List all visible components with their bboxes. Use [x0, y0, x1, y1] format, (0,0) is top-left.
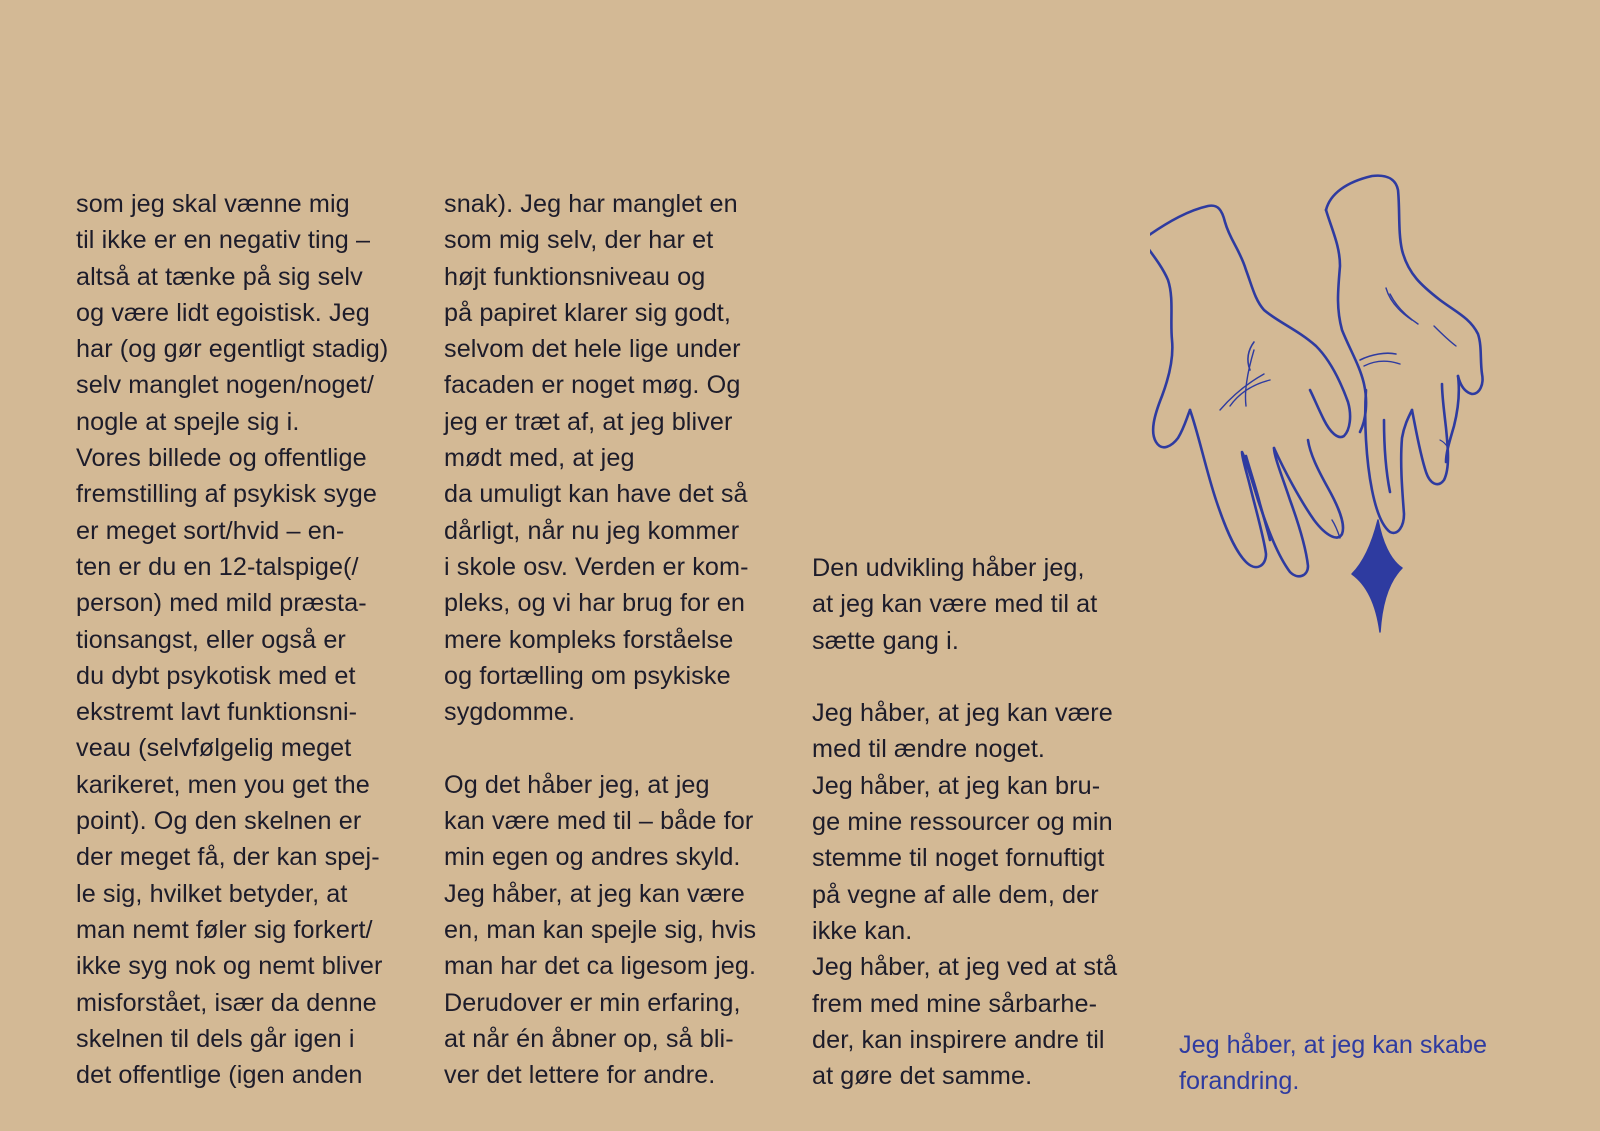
caption-line: Jeg håber, at jeg kan skabe: [1179, 1031, 1488, 1059]
text-line: Jeg håber, at jeg kan være: [444, 879, 745, 908]
gem-icon: [1352, 520, 1402, 632]
text-line: man nemt føler sig forkert/: [76, 915, 373, 944]
text-line: dårligt, når nu jeg kommer: [444, 516, 740, 545]
text-line: til ikke er en negativ ting –: [76, 226, 371, 255]
text-line: på vegne af alle dem, der: [812, 880, 1099, 909]
text-column-1: [76, 186, 431, 1093]
text-line: der, kan inspirere andre til: [812, 1025, 1105, 1054]
text-line: fremstilling af psykisk syge: [76, 480, 377, 509]
text-line: kan være med til – både for: [444, 807, 754, 836]
text-line: som jeg skal vænne mig: [76, 190, 350, 218]
text-line: jeg er træt af, at jeg bliver: [444, 407, 733, 436]
text-line: ikke syg nok og nemt bliver: [76, 952, 383, 981]
text-line: stemme til noget fornuftigt: [812, 844, 1105, 873]
text-line: mødt med, at jeg: [444, 444, 635, 473]
text-line: med til ændre noget.: [812, 735, 1046, 764]
text-line: karikeret, men you get the: [76, 770, 370, 799]
text-line: man har det ca ligesom jeg.: [444, 952, 757, 981]
text-line: at når én åbner op, så bli-: [444, 1024, 734, 1053]
illustration-caption: [1179, 1027, 1559, 1100]
text-line: det offentlige (igen anden: [76, 1061, 363, 1090]
text-line: Jeg håber, at jeg kan bru-: [812, 771, 1101, 800]
text-column-3: [812, 550, 1167, 1094]
text-line: Vores billede og offentlige: [76, 444, 367, 473]
text-line: frem med mine sårbarhe-: [812, 989, 1098, 1018]
text-line: Den udvikling håber jeg,: [812, 554, 1085, 582]
text-line: som mig selv, der har et: [444, 226, 714, 255]
text-line: tionsangst, eller også er: [76, 625, 346, 654]
text-line: person) med mild præsta-: [76, 589, 367, 618]
text-line: sætte gang i.: [812, 626, 959, 655]
text-line: pleks, og vi har brug for en: [444, 589, 746, 618]
text-line: ekstremt lavt funktionsni-: [76, 698, 358, 727]
text-line: en, man kan spejle sig, hvis: [444, 915, 757, 944]
text-line: og være lidt egoistisk. Jeg: [76, 298, 370, 327]
text-line: ikke kan.: [812, 916, 913, 945]
text-line: at jeg kan være med til at: [812, 590, 1098, 619]
text-line: facaden er noget møg. Og: [444, 371, 741, 400]
text-line: selv manglet nogen/noget/: [76, 371, 374, 400]
caption-line: forandring.: [1179, 1067, 1300, 1096]
text-column-2: [444, 186, 799, 1093]
text-line: skelnen til dels går igen i: [76, 1024, 355, 1053]
text-line: snak). Jeg har manglet en: [444, 190, 738, 218]
text-line: på papiret klarer sig godt,: [444, 298, 731, 327]
text-line: og fortælling om psykiske: [444, 661, 731, 690]
text-line: Og det håber jeg, at jeg: [444, 770, 710, 799]
text-line: at gøre det samme.: [812, 1062, 1033, 1091]
text-line: point). Og den skelnen er: [76, 807, 362, 836]
text-line: da umuligt kan have det så: [444, 480, 748, 509]
text-line: du dybt psykotisk med et: [76, 661, 356, 690]
text-line: har (og gør egentligt stadig): [76, 335, 389, 364]
text-line: min egen og andres skyld.: [444, 843, 741, 872]
text-line: ver det lettere for andre.: [444, 1061, 716, 1090]
text-line: der meget få, der kan spej-: [76, 843, 380, 872]
text-line: ge mine ressourcer og min: [812, 808, 1113, 837]
text-line: misforstået, især da denne: [76, 988, 377, 1017]
text-line: selvom det hele lige under: [444, 335, 741, 364]
text-line: le sig, hvilket betyder, at: [76, 879, 348, 908]
text-line: nogle at spejle sig i.: [76, 407, 300, 436]
text-line: Derudover er min erfaring,: [444, 988, 741, 1017]
paragraph-gap: [812, 659, 1167, 695]
hands-outline: [1150, 176, 1483, 577]
text-line: veau (selvfølgelig meget: [76, 734, 352, 763]
text-line: Jeg håber, at jeg kan være: [812, 699, 1113, 728]
text-line: mere kompleks forståelse: [444, 625, 734, 654]
text-line: sygdomme.: [444, 698, 576, 727]
text-line: højt funktionsniveau og: [444, 262, 706, 291]
text-line: i skole osv. Verden er kom-: [444, 552, 749, 581]
open-hands-illustration: [1150, 170, 1530, 650]
text-line: er meget sort/hvid – en-: [76, 516, 345, 545]
paragraph-gap: [444, 730, 799, 766]
text-line: altså at tænke på sig selv: [76, 262, 363, 291]
text-line: ten er du en 12-talspige(/: [76, 552, 359, 581]
text-line: Jeg håber, at jeg ved at stå: [812, 953, 1118, 982]
